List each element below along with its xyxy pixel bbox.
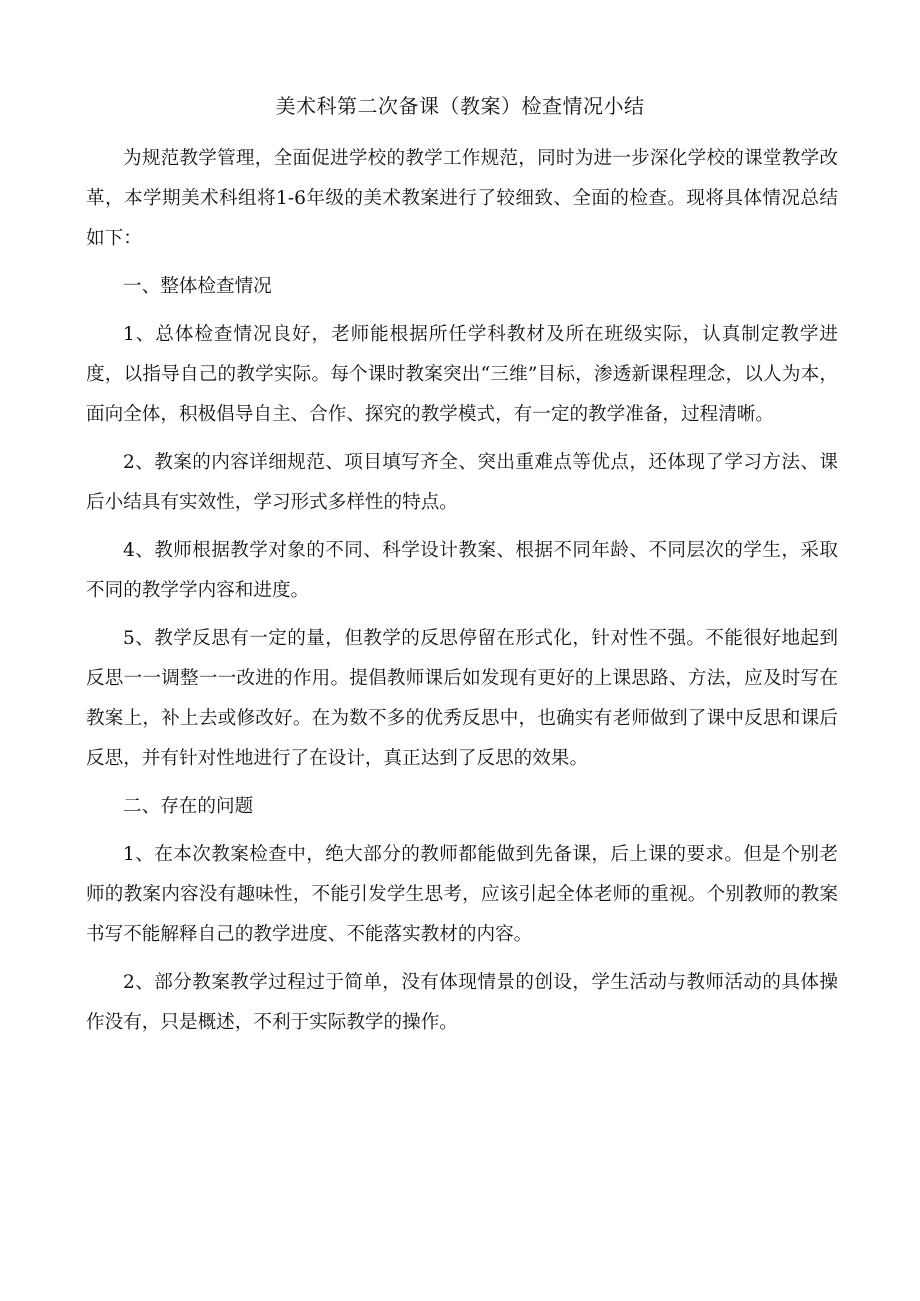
section1-item-4: 4、教师根据教学对象的不同、科学设计教案、根据不同年龄、不同层次的学生，采取不同的教学学内容和进度。: [86, 540, 838, 601]
document-body: [86, 139, 838, 1043]
section-heading-overall: 一、整体检查情况: [123, 276, 272, 297]
section-heading-problems: 二、存在的问题: [123, 796, 254, 817]
document-title: 美术科第二次备课（教案）检查情况小结: [275, 94, 645, 118]
section2-item-2: 2、部分教案教学过程过于简单，没有体现情景的创设，学生活动与教师活动的具体操作没有，只是概述，不利于实际教学的操作。: [86, 972, 838, 1033]
section1-item-5: 5、教学反思有一定的量，但教学的反思停留在形式化，针对性不强。不能很好地起到反思一一调整一一改进的作用。提倡教师课后如发现有更好的上课思路、方法，应及时写在教案上，补上去或修改好。在为数不多的优秀反思中，也确实有老师做到了课中反思和课后反思，并有针对性地进行了在设计，真正达到了反思的效果。: [86, 628, 838, 769]
section1-item-1: 1、总体检查情况良好，老师能根据所任学科教材及所在班级实际，认真制定教学进度，以指导自己的教学实际。每个课时教案突出“三维”目标，渗透新课程理念，以人为本，面向全体，积极倡导自主、合作、探究的教学模式，有一定的教学准备，过程清晰。: [86, 324, 838, 425]
intro-paragraph: 为规范教学管理，全面促进学校的教学工作规范，同时为进一步深化学校的课堂教学改革，本学期美术科组将1-6年级的美术教案进行了较细致、全面的检查。现将具体情况总结如下：: [86, 148, 838, 249]
section1-item-2: 2、教案的内容详细规范、项目填写齐全、突出重难点等优点，还体现了学习方法、课后小结具有实效性，学习形式多样性的特点。: [86, 452, 838, 513]
section2-item-1: 1、在本次教案检查中，绝大部分的教师都能做到先备课，后上课的要求。但是个别老师的教案内容没有趣味性，不能引发学生思考，应该引起全体老师的重视。个别教师的教案书写不能解释自己的教学进度、不能落实教材的内容。: [86, 844, 838, 945]
